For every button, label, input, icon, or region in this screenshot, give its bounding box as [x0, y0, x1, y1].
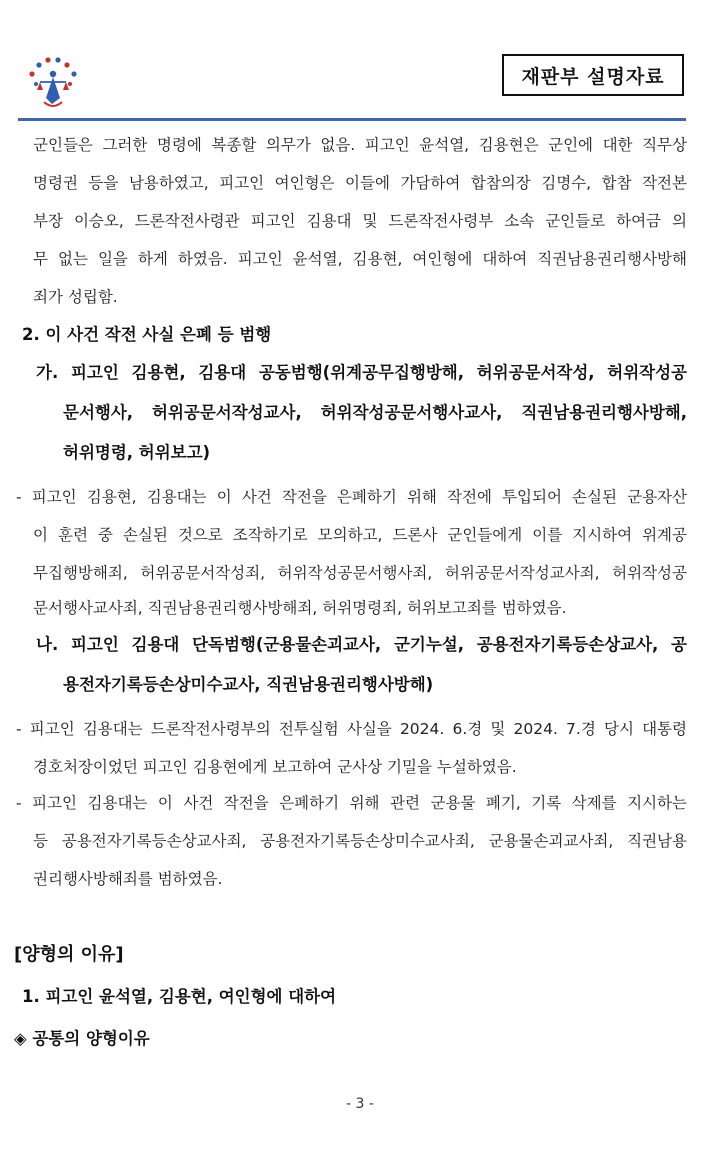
body-line: 명령권 등을 남용하였고, 피고인 여인형은 이들에 가담하여 합참의장 김명수, 합참 작전본: [33, 174, 687, 192]
bullet-line: 권리행사방해죄를 범하였음.: [33, 870, 223, 888]
body-line: 군인들은 그러한 명령에 복종할 의무가 없음. 피고인 윤석열, 김용현은 군인에 대한 직무상: [33, 136, 687, 154]
bullet-line: - 피고인 김용현, 김용대는 이 사건 작전을 은폐하기 위해 작전에 투입되어 손실된 군용자산: [16, 488, 687, 506]
bullet-line: 문서행사교사죄, 직권남용권리행사방해죄, 허위명령죄, 허위보고죄를 범하였음.: [33, 599, 567, 617]
subsection-ga-title: 가. 피고인 김용현, 김용대 공동범행(위계공무집행방해, 허위공문서작성, 허위작성공: [36, 363, 687, 382]
bullet-line: 무집행방해죄, 허위공문서작성죄, 허위작성공문서행사죄, 허위공문서작성교사죄, 허위작성공: [33, 564, 687, 582]
sentencing-item-1: 1. 피고인 윤석열, 김용현, 여인형에 대하여: [22, 987, 337, 1006]
bullet-line: - 피고인 김용대는 드론작전사령부의 전투실험 사실을 2024. 6.경 및 2024. 7.경 당시 대통령: [16, 720, 687, 738]
court-explanation-badge: 재판부 설명자료: [502, 54, 684, 96]
court-logo-icon: [22, 54, 84, 114]
subsection-ga-title: 문서행사, 허위공문서작성교사, 허위작성공문서행사교사, 직권남용권리행사방해,: [63, 403, 687, 422]
bullet-line: 경호처장이었던 피고인 김용현에게 보고하여 군사상 기밀을 누설하였음.: [33, 758, 517, 776]
common-sentencing-reasons: ◈ 공통의 양형이유: [14, 1029, 150, 1048]
body-line: 부장 이승오, 드론작전사령관 피고인 김용대 및 드론작전사령부 소속 군인들로 하여금 의: [33, 212, 687, 230]
subsection-ga-title: 허위명령, 허위보고): [63, 443, 211, 462]
page-number: - 3 -: [346, 1096, 374, 1112]
section-2-title: 2. 이 사건 작전 사실 은폐 등 범행: [22, 325, 272, 344]
bullet-line: - 피고인 김용대는 이 사건 작전을 은폐하기 위해 관련 군용물 폐기, 기록 삭제를 지시하는: [16, 794, 687, 812]
body-line: 무 없는 일을 하게 하였음. 피고인 윤석열, 김용현, 여인형에 대하여 직권남용권리행사방해: [33, 250, 687, 268]
body-line: 죄가 성립함.: [33, 288, 118, 306]
subsection-na-title: 나. 피고인 김용대 단독범행(군용물손괴교사, 군기누설, 공용전자기록등손상교사, 공: [36, 635, 687, 654]
subsection-na-title: 용전자기록등손상미수교사, 직권남용권리행사방해): [63, 675, 434, 694]
bullet-line: 이 훈련 중 손실된 것으로 조작하기로 모의하고, 드론사 군인들에게 이를 지시하여 위계공: [33, 526, 687, 544]
sentencing-heading: [양형의 이유]: [14, 944, 124, 965]
bullet-line: 등 공용전자기록등손상교사죄, 공용전자기록등손상미수교사죄, 군용물손괴교사죄, 직권남용: [33, 832, 687, 850]
header-rule: [18, 118, 686, 121]
